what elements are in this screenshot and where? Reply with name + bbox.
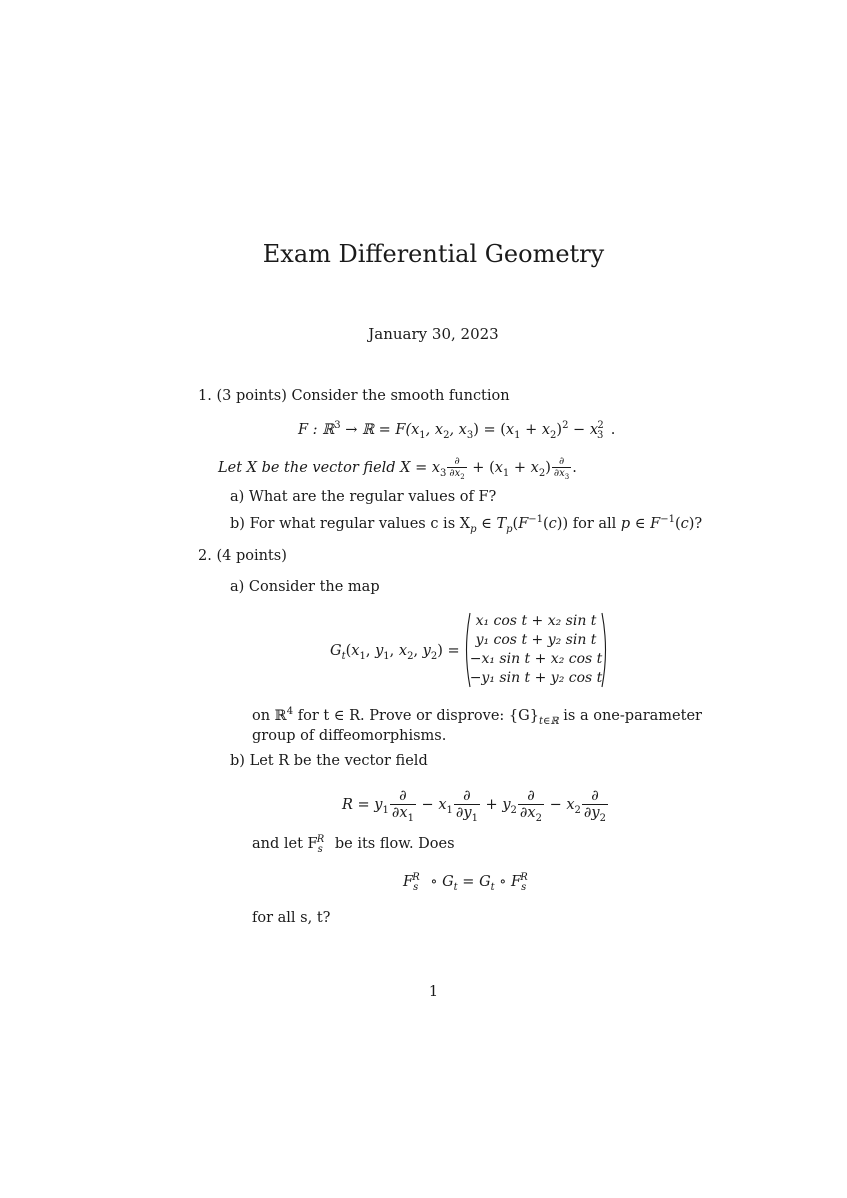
matrix-row-3: −x₁ sin t + x₂ cos t: [469, 651, 603, 667]
question-end: for all s, t?: [252, 910, 331, 926]
problem-1-number: 1.: [198, 388, 212, 404]
partial-x2-fraction: $\frac{\partial}{\partial x_2}$: [449, 456, 465, 481]
part-text: Let R be the vector field: [249, 753, 428, 769]
problem-1-intro: Consider the smooth function: [291, 388, 510, 404]
part-label: a): [230, 579, 245, 595]
exam-date: January 30, 2023: [368, 325, 499, 343]
map-statement-line-2: group of diffeomorphisms.: [252, 728, 447, 744]
problem-2-points: (4 points): [216, 548, 287, 564]
vector-field-intro: Let X be the vector field X = x: [218, 460, 441, 476]
problem-1-part-b: b) For what regular values c is $X_p$ ∈ $T_p(F^{-1}(c))$ for all p ∈ $F^{-1}(c)$?: [230, 514, 703, 535]
part-label: a): [230, 489, 245, 505]
map-lhs: $G_t(x_1$, $y_1$, $x_2$, $y_2$) =: [330, 643, 460, 662]
problem-1-header: [198, 386, 510, 406]
matrix-row-4: −y₁ sin t + y₂ cos t: [469, 670, 603, 686]
problem-2-part-b: [230, 751, 428, 771]
partial-x2-fraction-b: $\frac{\partial}{\partial x_2}$: [519, 788, 542, 824]
part-text: For what regular values c is X: [249, 516, 471, 532]
part-label: b): [230, 753, 245, 769]
partial-x1-fraction: $\frac{\partial}{\partial x_1}$: [391, 788, 414, 824]
part-text: Consider the map: [248, 579, 380, 595]
problem-1-vector-field: Let X be the vector field $X = x_3$ $\frac{\partial}{\partial x_2}$ + $(x_1 + x_2)$ $\frac{\partial}{\partial x_3}$ .: [218, 456, 577, 481]
problem-2-header: [198, 546, 287, 566]
vector-field-R-equation: $R = y_1$ $\frac{\partial}{\partial x_1}$ − $x_1$ $\frac{\partial}{\partial y_1}$ + $y_2$ $\frac{\partial}{\partial x_2}$ − $x_2$ $\frac{\partial}{\partial y_2}$: [342, 788, 606, 824]
problem-1-part-a: [230, 487, 496, 507]
problem-1-function-equation: F : ℝ$^3$ → ℝ = $F(x_1$, $x_2$, $x_3) = (x_1 + x_2)^2 - x_3^2$ .: [298, 420, 616, 441]
problem-2-part-a: [230, 577, 380, 597]
map-statement-line-1: on ℝ$^4$ for t ∈ R. Prove or disprove: $\{G\}_{t\in ℝ}$ is a one-parameter: [252, 706, 702, 727]
commutation-equation: $F_s^R$ ∘ $G_t = G_t$ ∘ $F_s^R$: [403, 872, 528, 893]
matrix-row-2: y₁ cos t + y₂ sin t: [475, 632, 597, 648]
page-title: Exam Differential Geometry: [262, 240, 605, 268]
partial-x3-fraction: $\frac{\partial}{\partial x_3}$: [553, 456, 570, 481]
function-lhs: F : ℝ: [298, 422, 335, 438]
flow-intro: and let $F_s^R$ be its flow. Does: [252, 834, 455, 855]
part-text: What are the regular values of F?: [248, 489, 497, 505]
function-rest: → ℝ = F(x: [345, 422, 420, 438]
problem-2-number: 2.: [198, 548, 212, 564]
page-number: 1: [428, 984, 439, 1000]
map-matrix: [462, 612, 610, 688]
problem-1-points: (3 points): [216, 388, 287, 404]
partial-y2-fraction: $\frac{\partial}{\partial y_2}$: [583, 788, 606, 824]
matrix-row-1: x₁ cos t + x₂ sin t: [475, 613, 597, 629]
part-label: b): [230, 516, 245, 532]
matrix-right-paren: [600, 612, 610, 688]
partial-y1-fraction: $\frac{\partial}{\partial y_1}$: [455, 788, 478, 824]
